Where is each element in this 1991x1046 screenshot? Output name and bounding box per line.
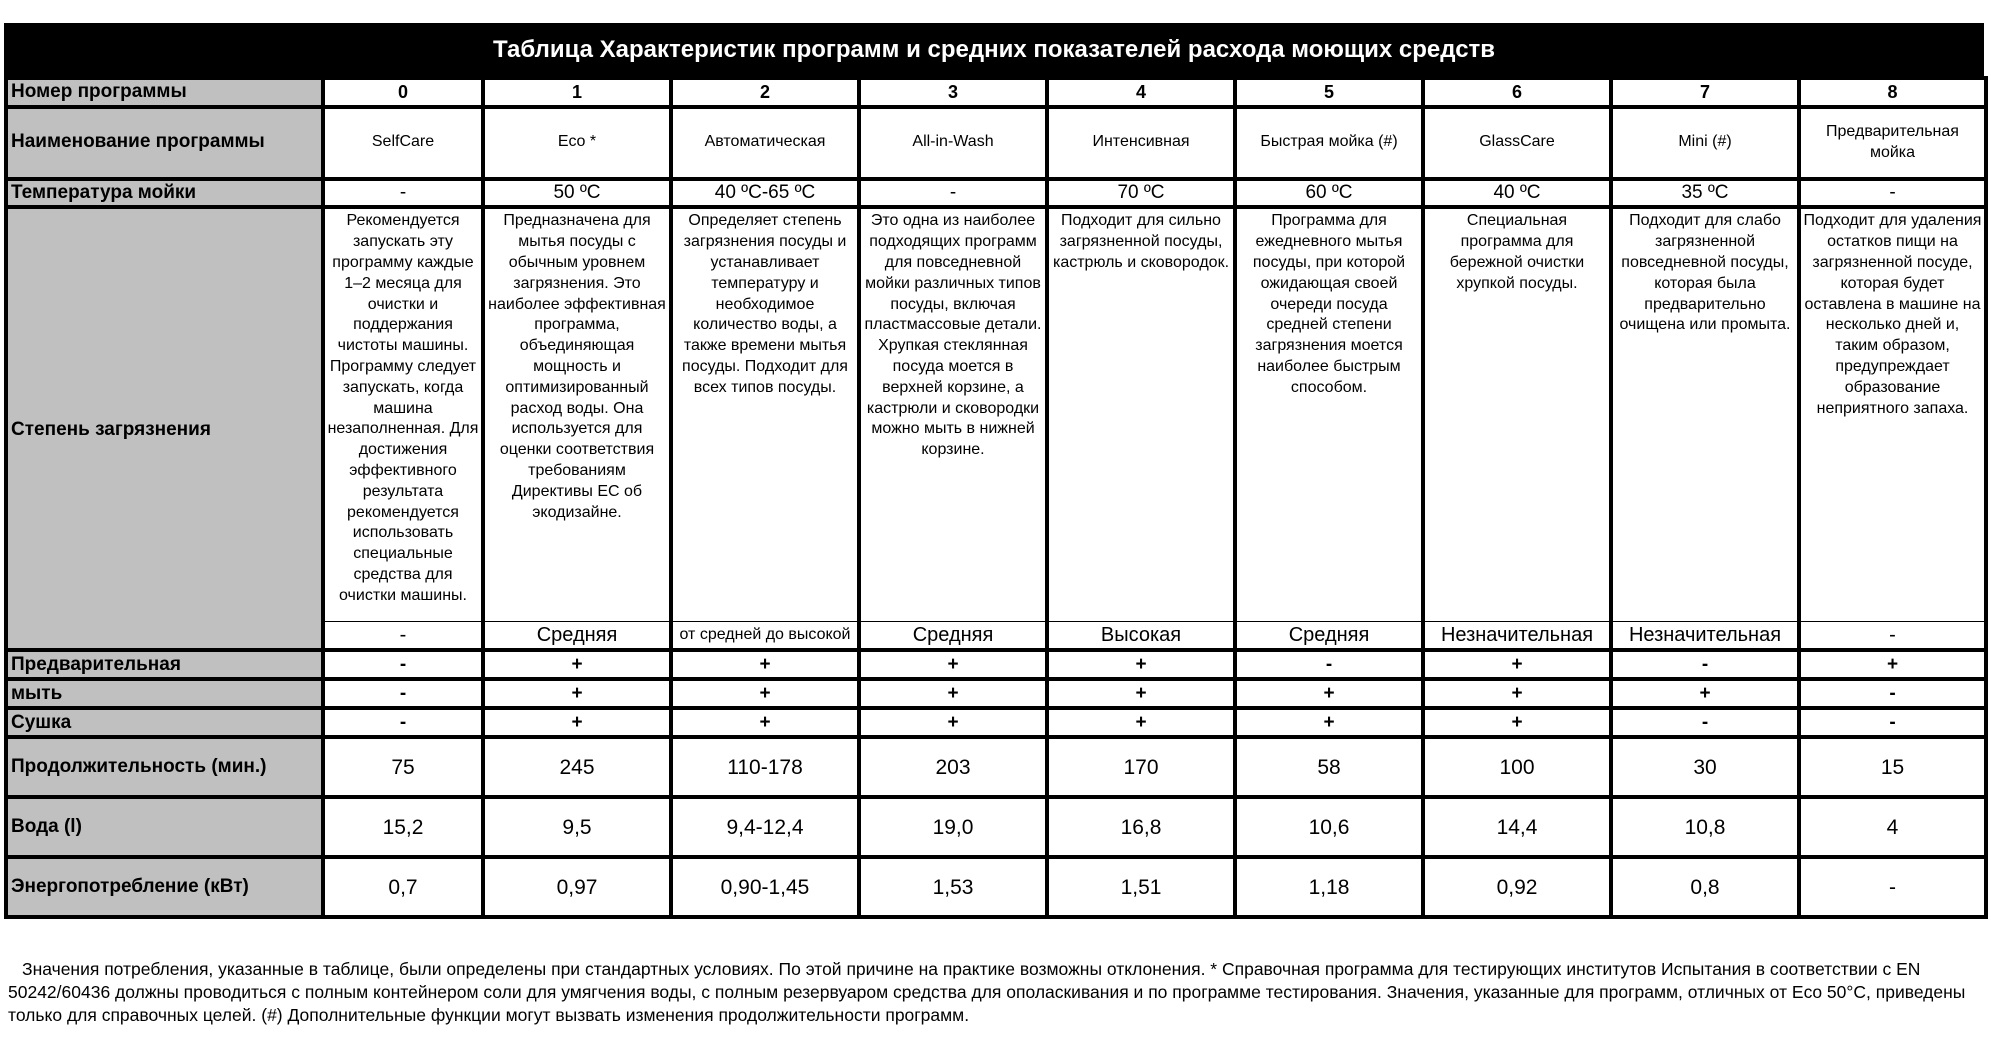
cell-name-program-4: Интенсивная bbox=[1047, 107, 1235, 179]
cell-soil-level-program-3: Средняя bbox=[859, 622, 1047, 651]
cell-wash-program-1: + bbox=[483, 679, 671, 708]
cell-prewash-program-2: + bbox=[671, 650, 859, 679]
cell-duration-program-2: 110-178 bbox=[671, 737, 859, 797]
cell-dry-program-8: - bbox=[1799, 708, 1986, 737]
cell-name-program-3: All-in-Wash bbox=[859, 107, 1047, 179]
cell-energy-program-0: 0,7 bbox=[323, 857, 483, 917]
row-water bbox=[6, 797, 1986, 857]
cell-energy-program-3: 1,53 bbox=[859, 857, 1047, 917]
cell-number-program-1: 1 bbox=[483, 78, 671, 107]
cell-temperature-program-0: - bbox=[323, 179, 483, 208]
cell-water-program-1: 9,5 bbox=[483, 797, 671, 857]
cell-dry-program-5: + bbox=[1235, 708, 1423, 737]
cell-wash-program-3: + bbox=[859, 679, 1047, 708]
cell-water-program-7: 10,8 bbox=[1611, 797, 1799, 857]
cell-temperature-program-3: - bbox=[859, 179, 1047, 208]
cell-duration-program-0: 75 bbox=[323, 737, 483, 797]
cell-prewash-program-0: - bbox=[323, 650, 483, 679]
cell-wash-program-5: + bbox=[1235, 679, 1423, 708]
cell-temperature-program-5: 60 ºC bbox=[1235, 179, 1423, 208]
cell-duration-program-1: 245 bbox=[483, 737, 671, 797]
row-label: Сушка bbox=[6, 708, 323, 737]
cell-prewash-program-3: + bbox=[859, 650, 1047, 679]
cell-number-program-7: 7 bbox=[1611, 78, 1799, 107]
cell-dry-program-3: + bbox=[859, 708, 1047, 737]
row-label: мыть bbox=[6, 679, 323, 708]
row-description bbox=[6, 207, 1986, 622]
cell-description-program-1: Предназначена для мытья посуды с обычным уровнем загрязнения. Это наиболее эффективная программа, объединяющая мощность и оптимизированный расход воды. Она используется для оценки соответствия требованиям Директивы ЕС об экодизайне. bbox=[483, 207, 671, 622]
row-program-name bbox=[6, 107, 1986, 179]
cell-dry-program-7: - bbox=[1611, 708, 1799, 737]
row-energy bbox=[6, 857, 1986, 917]
cell-soil-level-program-1: Средняя bbox=[483, 622, 671, 651]
cell-name-program-6: GlassCare bbox=[1423, 107, 1611, 179]
cell-water-program-6: 14,4 bbox=[1423, 797, 1611, 857]
row-label: Энергопотребление (кВт) bbox=[6, 857, 323, 917]
cell-prewash-program-8: + bbox=[1799, 650, 1986, 679]
cell-water-program-3: 19,0 bbox=[859, 797, 1047, 857]
cell-energy-program-5: 1,18 bbox=[1235, 857, 1423, 917]
cell-description-program-2: Определяет степень загрязнения посуды и устанавливает температуру и необходимое количество воды, а также времени мытья посуды. Подходит для всех типов посуды. bbox=[671, 207, 859, 622]
cell-energy-program-6: 0,92 bbox=[1423, 857, 1611, 917]
cell-wash-program-7: + bbox=[1611, 679, 1799, 708]
row-label: Степень загрязнения bbox=[6, 207, 323, 650]
cell-description-program-6: Специальная программа для бережной очистки хрупкой посуды. bbox=[1423, 207, 1611, 622]
cell-soil-level-program-8: - bbox=[1799, 622, 1986, 651]
cell-temperature-program-8: - bbox=[1799, 179, 1986, 208]
cell-name-program-2: Автоматическая bbox=[671, 107, 859, 179]
cell-water-program-8: 4 bbox=[1799, 797, 1986, 857]
cell-wash-program-6: + bbox=[1423, 679, 1611, 708]
cell-duration-program-6: 100 bbox=[1423, 737, 1611, 797]
row-label: Номер программы bbox=[6, 78, 323, 107]
cell-name-program-8: Предварительная мойка bbox=[1799, 107, 1986, 179]
cell-temperature-program-1: 50 ºC bbox=[483, 179, 671, 208]
cell-description-program-8: Подходит для удаления остатков пищи на загрязненной посуде, которая будет оставлена в машине на несколько дней и, таким образом, предупреждает образование неприятного запаха. bbox=[1799, 207, 1986, 622]
row-label: Продолжительность (мин.) bbox=[6, 737, 323, 797]
cell-prewash-program-6: + bbox=[1423, 650, 1611, 679]
row-wash bbox=[6, 679, 1986, 708]
cell-prewash-program-4: + bbox=[1047, 650, 1235, 679]
cell-dry-program-0: - bbox=[323, 708, 483, 737]
cell-name-program-7: Mini (#) bbox=[1611, 107, 1799, 179]
cell-energy-program-7: 0,8 bbox=[1611, 857, 1799, 917]
cell-dry-program-6: + bbox=[1423, 708, 1611, 737]
cell-number-program-2: 2 bbox=[671, 78, 859, 107]
row-label: Предварительная bbox=[6, 650, 323, 679]
cell-duration-program-7: 30 bbox=[1611, 737, 1799, 797]
row-prewash bbox=[6, 650, 1986, 679]
cell-water-program-2: 9,4-12,4 bbox=[671, 797, 859, 857]
cell-description-program-7: Подходит для слабо загрязненной повседневной посуды, которая была предварительно очищена или промыта. bbox=[1611, 207, 1799, 622]
cell-description-program-4: Подходит для сильно загрязненной посуды, кастрюль и сковородок. bbox=[1047, 207, 1235, 622]
cell-energy-program-1: 0,97 bbox=[483, 857, 671, 917]
cell-number-program-6: 6 bbox=[1423, 78, 1611, 107]
cell-description-program-3: Это одна из наиболее подходящих программ для повседневной мойки различных типов посуды, включая пластмассовые детали. Хрупкая стеклянная посуда моется в верхней корзине, а кастрюли и сковородки можно мыть в нижней корзине. bbox=[859, 207, 1047, 622]
cell-description-program-5: Программа для ежедневного мытья посуды, при которой ожидающая своей очереди посуда средней степени загрязнения моется наиболее быстрым способом. bbox=[1235, 207, 1423, 622]
cell-soil-level-program-2: от средней до высокой bbox=[671, 622, 859, 651]
cell-soil-level-program-7: Незначительная bbox=[1611, 622, 1799, 651]
cell-duration-program-5: 58 bbox=[1235, 737, 1423, 797]
cell-water-program-5: 10,6 bbox=[1235, 797, 1423, 857]
cell-dry-program-4: + bbox=[1047, 708, 1235, 737]
cell-soil-level-program-4: Высокая bbox=[1047, 622, 1235, 651]
row-dry bbox=[6, 708, 1986, 737]
cell-water-program-4: 16,8 bbox=[1047, 797, 1235, 857]
cell-energy-program-2: 0,90-1,45 bbox=[671, 857, 859, 917]
row-label: Температура мойки bbox=[6, 179, 323, 208]
cell-soil-level-program-5: Средняя bbox=[1235, 622, 1423, 651]
cell-dry-program-2: + bbox=[671, 708, 859, 737]
footnote: Значения потребления, указанные в таблице, были определены при стандартных условиях. По этой причине на практике возможны отклонения. * Справочная программа для тестирующих институтов Испытания в соответствии с EN 50242/60436 должны проводиться с полным контейнером соли для умягчения воды, с полным резервуаром средства для ополаскивания и по программе тестирования. Значения, указанные для программ, отличных от Eco 50°C, приведены только для справочных целей. (#) Дополнительные функции могут вызвать изменения продолжительности программ. bbox=[8, 959, 1966, 1025]
program-table bbox=[4, 76, 1988, 919]
cell-number-program-3: 3 bbox=[859, 78, 1047, 107]
cell-duration-program-8: 15 bbox=[1799, 737, 1986, 797]
cell-wash-program-4: + bbox=[1047, 679, 1235, 708]
cell-wash-program-0: - bbox=[323, 679, 483, 708]
cell-energy-program-4: 1,51 bbox=[1047, 857, 1235, 917]
row-label: Вода (l) bbox=[6, 797, 323, 857]
cell-temperature-program-7: 35 ºC bbox=[1611, 179, 1799, 208]
cell-temperature-program-4: 70 ºC bbox=[1047, 179, 1235, 208]
cell-energy-program-8: - bbox=[1799, 857, 1986, 917]
cell-number-program-5: 5 bbox=[1235, 78, 1423, 107]
cell-soil-level-program-0: - bbox=[323, 622, 483, 651]
cell-prewash-program-1: + bbox=[483, 650, 671, 679]
row-temperature bbox=[6, 179, 1986, 208]
cell-temperature-program-2: 40 ºC-65 ºC bbox=[671, 179, 859, 208]
cell-description-program-0: Рекомендуется запускать эту программу каждые 1–2 месяца для очистки и поддержания чистоты машины. Программу следует запускать, когда машина незаполненная. Для достижения эффективного результата рекомендуется использовать специальные средства для очистки машины. bbox=[323, 207, 483, 622]
row-duration bbox=[6, 737, 1986, 797]
cell-duration-program-4: 170 bbox=[1047, 737, 1235, 797]
cell-prewash-program-5: - bbox=[1235, 650, 1423, 679]
cell-name-program-0: SelfCare bbox=[323, 107, 483, 179]
cell-number-program-4: 4 bbox=[1047, 78, 1235, 107]
cell-wash-program-8: - bbox=[1799, 679, 1986, 708]
cell-duration-program-3: 203 bbox=[859, 737, 1047, 797]
cell-dry-program-1: + bbox=[483, 708, 671, 737]
cell-number-program-0: 0 bbox=[323, 78, 483, 107]
row-program-number bbox=[6, 78, 1986, 107]
cell-name-program-5: Быстрая мойка (#) bbox=[1235, 107, 1423, 179]
cell-soil-level-program-6: Незначительная bbox=[1423, 622, 1611, 651]
cell-wash-program-2: + bbox=[671, 679, 859, 708]
cell-number-program-8: 8 bbox=[1799, 78, 1986, 107]
cell-name-program-1: Eco * bbox=[483, 107, 671, 179]
cell-temperature-program-6: 40 ºC bbox=[1423, 179, 1611, 208]
row-label: Наименование программы bbox=[6, 107, 323, 179]
cell-prewash-program-7: - bbox=[1611, 650, 1799, 679]
cell-water-program-0: 15,2 bbox=[323, 797, 483, 857]
table-title: Таблица Характеристик программ и средних показателей расхода моющих средств bbox=[4, 23, 1984, 76]
